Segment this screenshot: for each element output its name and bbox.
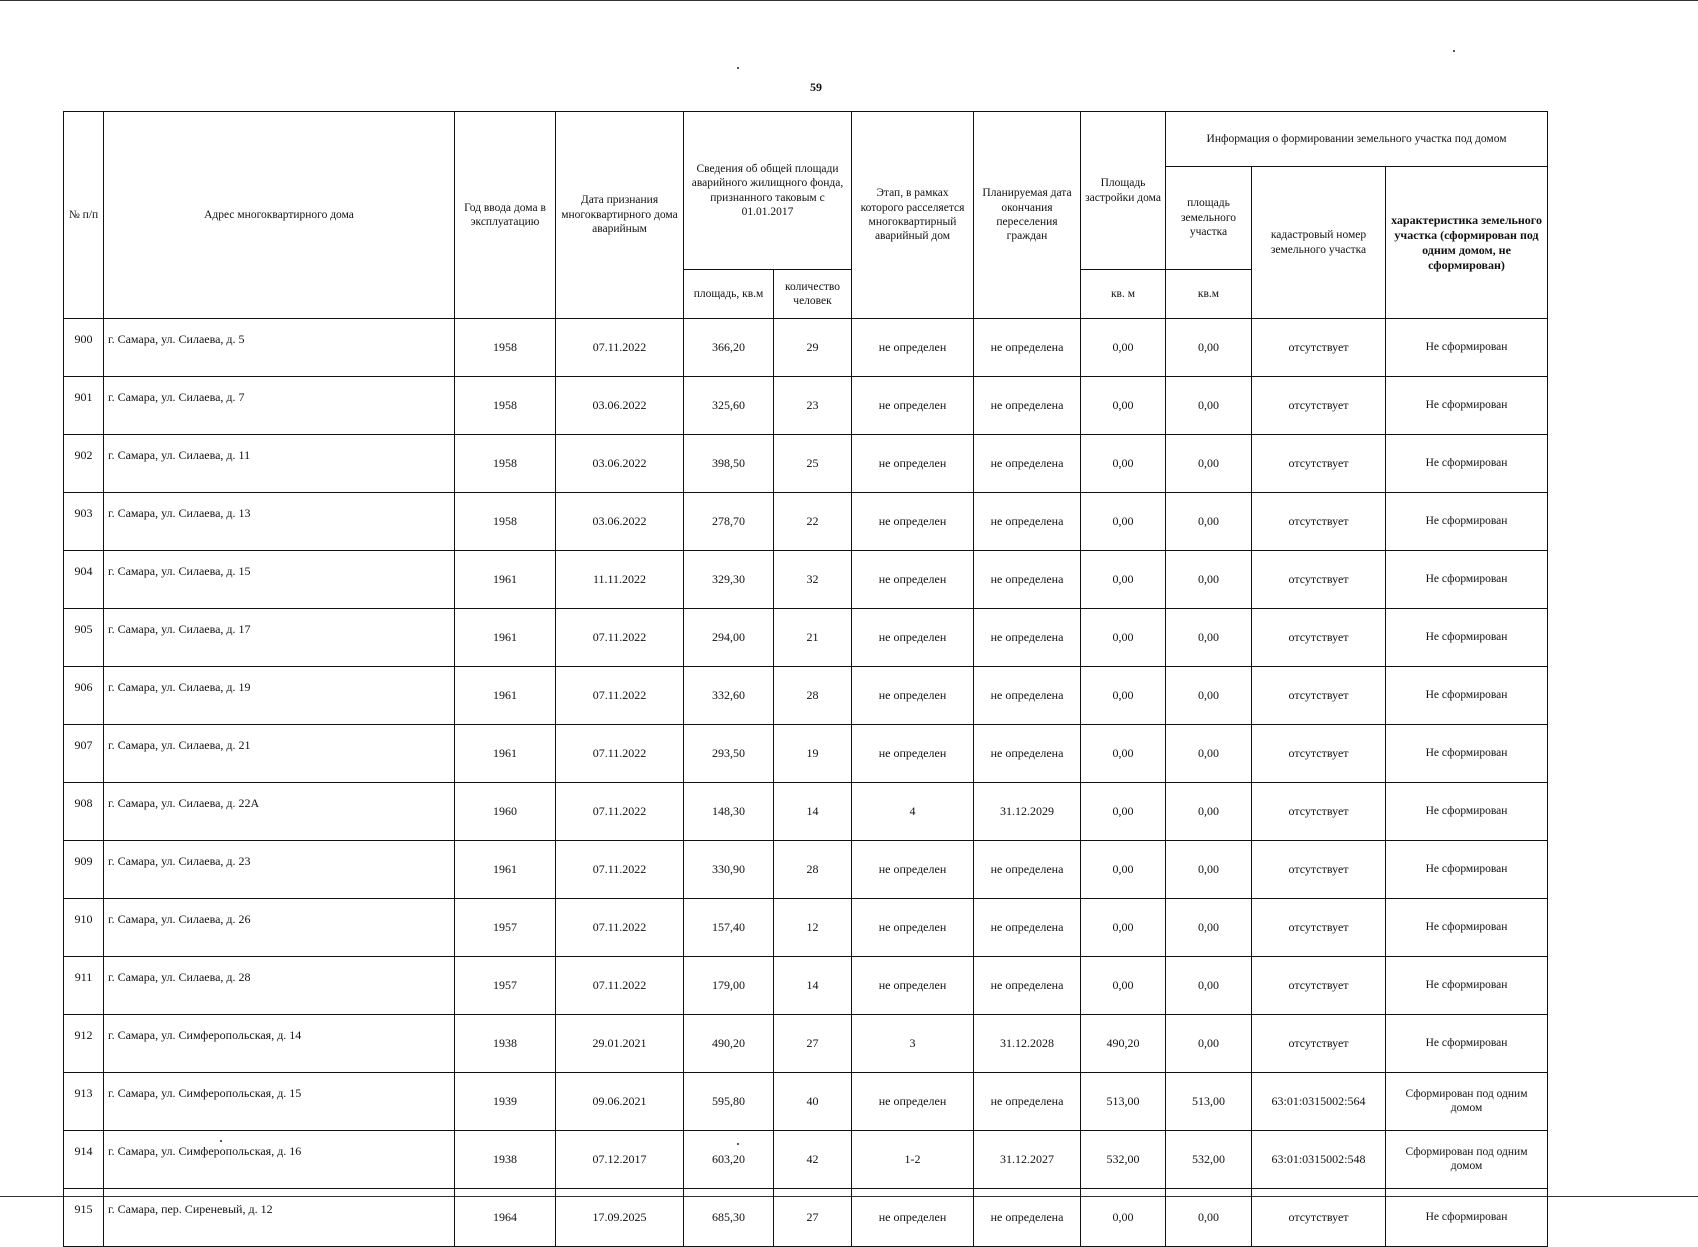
row-address: г. Самара, ул. Силаева, д. 28 xyxy=(104,957,455,1015)
row-cadastral: отсутствует xyxy=(1252,841,1386,899)
row-people: 32 xyxy=(774,551,852,609)
row-area: 157,40 xyxy=(684,899,774,957)
row-recognition-date: 07.11.2022 xyxy=(556,667,684,725)
row-recognition-date: 07.11.2022 xyxy=(556,899,684,957)
row-built-area: 532,00 xyxy=(1081,1131,1166,1189)
row-land-area: 0,00 xyxy=(1166,725,1252,783)
row-address: г. Самара, ул. Силаева, д. 23 xyxy=(104,841,455,899)
row-cadastral: отсутствует xyxy=(1252,957,1386,1015)
row-stage: не определен xyxy=(852,725,974,783)
row-land-status: Сформирован под одним домом xyxy=(1386,1131,1548,1189)
row-year: 1961 xyxy=(455,725,556,783)
row-cadastral: отсутствует xyxy=(1252,377,1386,435)
row-address: г. Самара, ул. Силаева, д. 22А xyxy=(104,783,455,841)
row-year: 1961 xyxy=(455,551,556,609)
row-cadastral: отсутствует xyxy=(1252,667,1386,725)
row-people: 28 xyxy=(774,667,852,725)
table-row xyxy=(64,1015,1548,1073)
row-land-area: 532,00 xyxy=(1166,1131,1252,1189)
row-area: 398,50 xyxy=(684,435,774,493)
row-stage: не определен xyxy=(852,841,974,899)
row-land-status: Не сформирован xyxy=(1386,899,1548,957)
row-built-area: 0,00 xyxy=(1081,957,1166,1015)
row-stage: не определен xyxy=(852,377,974,435)
row-planned-end: 31.12.2029 xyxy=(974,783,1081,841)
row-num: 915 xyxy=(64,1189,104,1247)
row-area: 603,20 xyxy=(684,1131,774,1189)
row-year: 1961 xyxy=(455,841,556,899)
table-row xyxy=(64,783,1548,841)
row-people: 40 xyxy=(774,1073,852,1131)
header-people-count: количество человек xyxy=(774,270,852,319)
row-year: 1958 xyxy=(455,435,556,493)
table-row xyxy=(64,319,1548,377)
row-cadastral: отсутствует xyxy=(1252,609,1386,667)
row-recognition-date: 17.09.2025 xyxy=(556,1189,684,1247)
row-planned-end: не определена xyxy=(974,841,1081,899)
row-stage: не определен xyxy=(852,493,974,551)
row-stage: 1-2 xyxy=(852,1131,974,1189)
row-planned-end: не определена xyxy=(974,957,1081,1015)
row-land-status: Не сформирован xyxy=(1386,319,1548,377)
row-address: г. Самара, ул. Силаева, д. 19 xyxy=(104,667,455,725)
row-built-area: 0,00 xyxy=(1081,435,1166,493)
row-planned-end: не определена xyxy=(974,899,1081,957)
row-address: г. Самара, ул. Силаева, д. 21 xyxy=(104,725,455,783)
scan-speck xyxy=(1453,50,1455,52)
scan-line-top xyxy=(0,0,1698,1)
row-land-status: Не сформирован xyxy=(1386,841,1548,899)
row-planned-end: не определена xyxy=(974,493,1081,551)
row-land-status: Не сформирован xyxy=(1386,377,1548,435)
row-land-area: 0,00 xyxy=(1166,435,1252,493)
row-land-area: 513,00 xyxy=(1166,1073,1252,1131)
row-num: 911 xyxy=(64,957,104,1015)
row-people: 21 xyxy=(774,609,852,667)
row-year: 1957 xyxy=(455,899,556,957)
row-land-area: 0,00 xyxy=(1166,899,1252,957)
table-row xyxy=(64,957,1548,1015)
row-num: 914 xyxy=(64,1131,104,1189)
row-land-status: Не сформирован xyxy=(1386,957,1548,1015)
table-body xyxy=(64,319,1548,1247)
row-area: 685,30 xyxy=(684,1189,774,1247)
row-planned-end: не определена xyxy=(974,377,1081,435)
row-built-area: 0,00 xyxy=(1081,667,1166,725)
row-year: 1960 xyxy=(455,783,556,841)
table-row xyxy=(64,1073,1548,1131)
row-recognition-date: 03.06.2022 xyxy=(556,435,684,493)
row-recognition-date: 03.06.2022 xyxy=(556,377,684,435)
row-area: 330,90 xyxy=(684,841,774,899)
row-cadastral: отсутствует xyxy=(1252,551,1386,609)
row-people: 23 xyxy=(774,377,852,435)
header-built-area-unit: кв. м xyxy=(1081,270,1166,319)
row-cadastral: отсутствует xyxy=(1252,1189,1386,1247)
row-built-area: 0,00 xyxy=(1081,783,1166,841)
row-address: г. Самара, ул. Силаева, д. 7 xyxy=(104,377,455,435)
row-area: 325,60 xyxy=(684,377,774,435)
row-built-area: 0,00 xyxy=(1081,609,1166,667)
row-num: 903 xyxy=(64,493,104,551)
row-year: 1938 xyxy=(455,1131,556,1189)
row-address: г. Самара, ул. Симферопольская, д. 14 xyxy=(104,1015,455,1073)
header-land-info: Информация о формировании земельного участка под домом xyxy=(1166,112,1548,167)
row-stage: не определен xyxy=(852,899,974,957)
row-year: 1958 xyxy=(455,377,556,435)
row-stage: не определен xyxy=(852,609,974,667)
header-area-sqm: площадь, кв.м xyxy=(684,270,774,319)
row-stage: 4 xyxy=(852,783,974,841)
row-address: г. Самара, пер. Сиреневый, д. 12 xyxy=(104,1189,455,1247)
row-people: 27 xyxy=(774,1015,852,1073)
row-land-area: 0,00 xyxy=(1166,667,1252,725)
row-num: 901 xyxy=(64,377,104,435)
row-planned-end: 31.12.2027 xyxy=(974,1131,1081,1189)
row-land-area: 0,00 xyxy=(1166,609,1252,667)
row-built-area: 490,20 xyxy=(1081,1015,1166,1073)
row-stage: не определен xyxy=(852,957,974,1015)
table-row xyxy=(64,1189,1548,1247)
row-recognition-date: 07.11.2022 xyxy=(556,841,684,899)
row-num: 906 xyxy=(64,667,104,725)
row-planned-end: не определена xyxy=(974,1073,1081,1131)
row-address: г. Самара, ул. Симферопольская, д. 16 xyxy=(104,1131,455,1189)
row-built-area: 0,00 xyxy=(1081,377,1166,435)
row-people: 29 xyxy=(774,319,852,377)
table-row xyxy=(64,725,1548,783)
header-num: № п/п xyxy=(64,112,104,319)
row-num: 908 xyxy=(64,783,104,841)
row-num: 905 xyxy=(64,609,104,667)
row-land-status: Не сформирован xyxy=(1386,1189,1548,1247)
table-row xyxy=(64,841,1548,899)
row-cadastral: 63:01:0315002:564 xyxy=(1252,1073,1386,1131)
row-recognition-date: 07.11.2022 xyxy=(556,725,684,783)
row-year: 1964 xyxy=(455,1189,556,1247)
row-planned-end: не определена xyxy=(974,319,1081,377)
row-land-status: Не сформирован xyxy=(1386,783,1548,841)
row-recognition-date: 07.12.2017 xyxy=(556,1131,684,1189)
row-land-area: 0,00 xyxy=(1166,1015,1252,1073)
row-stage: не определен xyxy=(852,667,974,725)
table-row xyxy=(64,609,1548,667)
row-built-area: 0,00 xyxy=(1081,841,1166,899)
row-cadastral: отсутствует xyxy=(1252,899,1386,957)
row-recognition-date: 07.11.2022 xyxy=(556,319,684,377)
row-cadastral: отсутствует xyxy=(1252,725,1386,783)
row-address: г. Самара, ул. Силаева, д. 11 xyxy=(104,435,455,493)
row-area: 329,30 xyxy=(684,551,774,609)
emergency-housing-table xyxy=(63,111,1548,1247)
row-built-area: 0,00 xyxy=(1081,899,1166,957)
row-num: 910 xyxy=(64,899,104,957)
row-num: 912 xyxy=(64,1015,104,1073)
row-stage: не определен xyxy=(852,1189,974,1247)
row-year: 1958 xyxy=(455,319,556,377)
header-year: Год ввода дома в эксплуатацию xyxy=(455,112,556,319)
row-area: 294,00 xyxy=(684,609,774,667)
row-land-area: 0,00 xyxy=(1166,957,1252,1015)
row-people: 12 xyxy=(774,899,852,957)
header-address: Адрес многоквартирного дома xyxy=(104,112,455,319)
row-recognition-date: 07.11.2022 xyxy=(556,957,684,1015)
row-area: 148,30 xyxy=(684,783,774,841)
row-year: 1961 xyxy=(455,667,556,725)
table-row xyxy=(64,551,1548,609)
row-stage: не определен xyxy=(852,319,974,377)
table-row xyxy=(64,493,1548,551)
row-num: 904 xyxy=(64,551,104,609)
header-land-area-unit: кв.м xyxy=(1166,270,1252,319)
row-year: 1961 xyxy=(455,609,556,667)
row-stage: не определен xyxy=(852,1073,974,1131)
table-row xyxy=(64,435,1548,493)
row-year: 1939 xyxy=(455,1073,556,1131)
row-stage: не определен xyxy=(852,551,974,609)
row-land-area: 0,00 xyxy=(1166,377,1252,435)
row-num: 909 xyxy=(64,841,104,899)
row-recognition-date: 03.06.2022 xyxy=(556,493,684,551)
row-land-status: Не сформирован xyxy=(1386,725,1548,783)
row-built-area: 0,00 xyxy=(1081,725,1166,783)
row-num: 900 xyxy=(64,319,104,377)
row-planned-end: 31.12.2028 xyxy=(974,1015,1081,1073)
row-land-area: 0,00 xyxy=(1166,1189,1252,1247)
row-built-area: 513,00 xyxy=(1081,1073,1166,1131)
row-planned-end: не определена xyxy=(974,667,1081,725)
row-cadastral: 63:01:0315002:548 xyxy=(1252,1131,1386,1189)
table-row xyxy=(64,377,1548,435)
row-address: г. Самара, ул. Силаева, д. 26 xyxy=(104,899,455,957)
row-land-status: Не сформирован xyxy=(1386,609,1548,667)
row-people: 42 xyxy=(774,1131,852,1189)
header-recognition-date: Дата признания многоквартирного дома аварийным xyxy=(556,112,684,319)
row-year: 1938 xyxy=(455,1015,556,1073)
row-land-area: 0,00 xyxy=(1166,841,1252,899)
row-people: 25 xyxy=(774,435,852,493)
row-planned-end: не определена xyxy=(974,551,1081,609)
row-area: 595,80 xyxy=(684,1073,774,1131)
row-cadastral: отсутствует xyxy=(1252,1015,1386,1073)
row-built-area: 0,00 xyxy=(1081,493,1166,551)
header-built-area: Площадь застройки дома xyxy=(1081,112,1166,270)
row-area: 179,00 xyxy=(684,957,774,1015)
row-built-area: 0,00 xyxy=(1081,551,1166,609)
row-land-area: 0,00 xyxy=(1166,783,1252,841)
row-address: г. Самара, ул. Симферопольская, д. 15 xyxy=(104,1073,455,1131)
table-row xyxy=(64,1131,1548,1189)
page-number: 59 xyxy=(810,80,822,94)
row-area: 490,20 xyxy=(684,1015,774,1073)
row-address: г. Самара, ул. Силаева, д. 17 xyxy=(104,609,455,667)
row-land-status: Не сформирован xyxy=(1386,435,1548,493)
row-num: 913 xyxy=(64,1073,104,1131)
row-land-status: Не сформирован xyxy=(1386,1015,1548,1073)
header-fund-info: Сведения об общей площади аварийного жилищного фонда, признанного таковым с 01.01.2017 xyxy=(684,112,852,270)
row-people: 22 xyxy=(774,493,852,551)
header-land-area: площадь земельного участка xyxy=(1166,167,1252,270)
row-num: 902 xyxy=(64,435,104,493)
row-recognition-date: 11.11.2022 xyxy=(556,551,684,609)
row-cadastral: отсутствует xyxy=(1252,435,1386,493)
row-people: 27 xyxy=(774,1189,852,1247)
header-cadastral: кадастровый номер земельного участка xyxy=(1252,167,1386,319)
row-planned-end: не определена xyxy=(974,435,1081,493)
row-land-area: 0,00 xyxy=(1166,551,1252,609)
row-area: 332,60 xyxy=(684,667,774,725)
row-address: г. Самара, ул. Силаева, д. 5 xyxy=(104,319,455,377)
row-built-area: 0,00 xyxy=(1081,1189,1166,1247)
row-planned-end: не определена xyxy=(974,609,1081,667)
row-land-status: Не сформирован xyxy=(1386,551,1548,609)
row-recognition-date: 07.11.2022 xyxy=(556,783,684,841)
row-people: 28 xyxy=(774,841,852,899)
row-cadastral: отсутствует xyxy=(1252,783,1386,841)
row-stage: 3 xyxy=(852,1015,974,1073)
row-land-status: Сформирован под одним домом xyxy=(1386,1073,1548,1131)
scan-speck xyxy=(737,67,739,69)
table-row xyxy=(64,667,1548,725)
row-area: 293,50 xyxy=(684,725,774,783)
row-land-area: 0,00 xyxy=(1166,493,1252,551)
row-land-status: Не сформирован xyxy=(1386,667,1548,725)
row-year: 1958 xyxy=(455,493,556,551)
row-stage: не определен xyxy=(852,435,974,493)
header-stage: Этап, в рамках которого расселяется многоквартирный аварийный дом xyxy=(852,112,974,319)
row-address: г. Самара, ул. Силаева, д. 15 xyxy=(104,551,455,609)
row-num: 907 xyxy=(64,725,104,783)
row-planned-end: не определена xyxy=(974,1189,1081,1247)
row-area: 278,70 xyxy=(684,493,774,551)
row-recognition-date: 07.11.2022 xyxy=(556,609,684,667)
row-land-area: 0,00 xyxy=(1166,319,1252,377)
row-land-status: Не сформирован xyxy=(1386,493,1548,551)
row-people: 19 xyxy=(774,725,852,783)
row-address: г. Самара, ул. Силаева, д. 13 xyxy=(104,493,455,551)
header-planned-end: Планируемая дата окончания переселения граждан xyxy=(974,112,1081,319)
row-cadastral: отсутствует xyxy=(1252,319,1386,377)
row-people: 14 xyxy=(774,783,852,841)
row-built-area: 0,00 xyxy=(1081,319,1166,377)
row-recognition-date: 29.01.2021 xyxy=(556,1015,684,1073)
header-land-characteristic: характеристика земельного участка (сформирован под одним домом, не сформирован) xyxy=(1386,167,1548,319)
table-row xyxy=(64,899,1548,957)
row-planned-end: не определена xyxy=(974,725,1081,783)
row-cadastral: отсутствует xyxy=(1252,493,1386,551)
row-year: 1957 xyxy=(455,957,556,1015)
row-recognition-date: 09.06.2021 xyxy=(556,1073,684,1131)
row-area: 366,20 xyxy=(684,319,774,377)
row-people: 14 xyxy=(774,957,852,1015)
